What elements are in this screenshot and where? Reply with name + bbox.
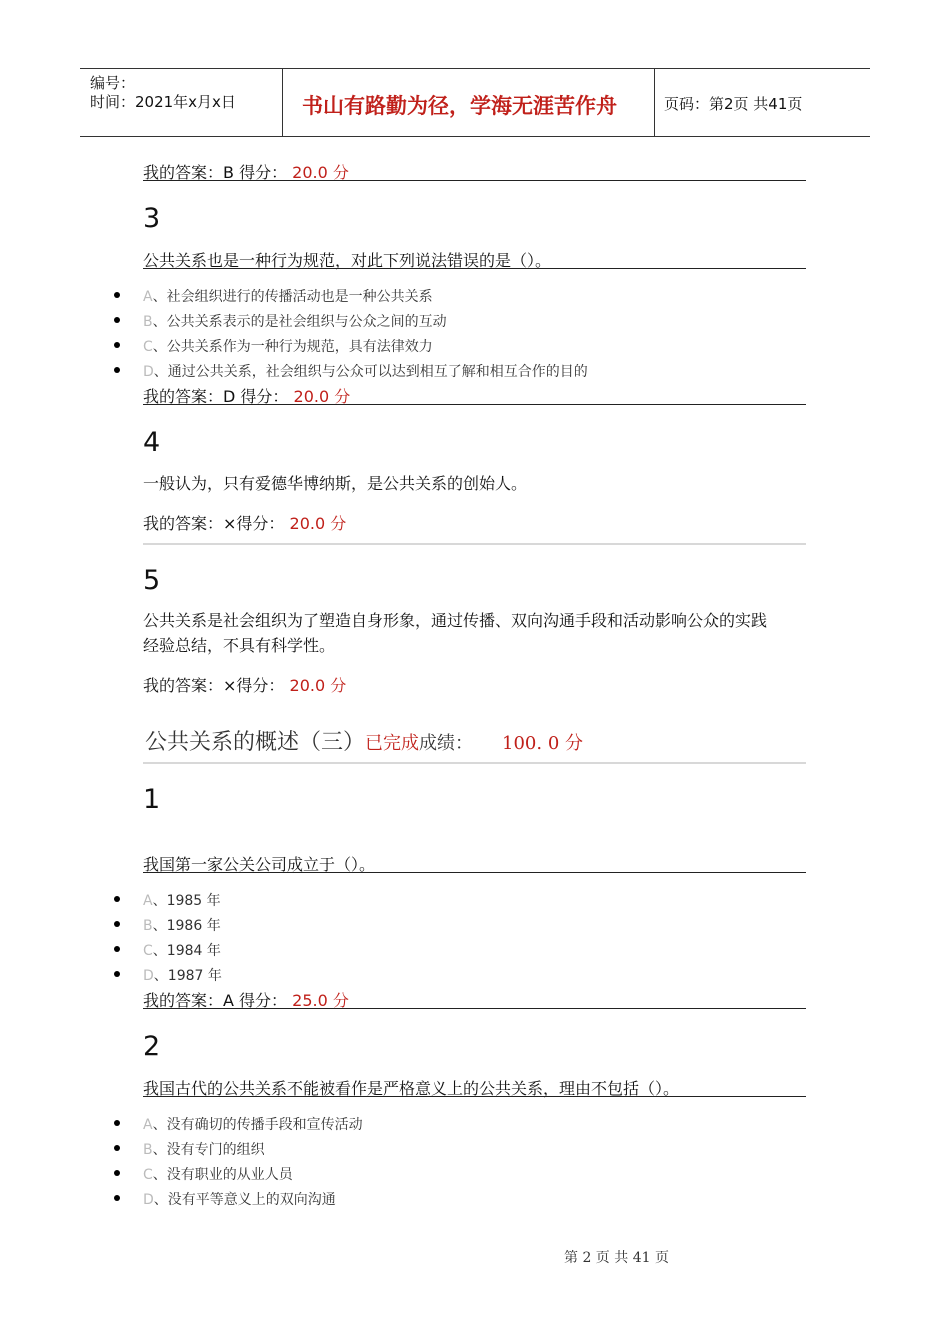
divider — [143, 543, 806, 545]
option-letter: D — [143, 364, 154, 380]
divider — [143, 872, 806, 873]
answer-line — [143, 673, 346, 696]
option-item — [143, 1139, 265, 1159]
answer-score: 20.0 分 — [292, 163, 349, 182]
option-text: 、1984 年 — [152, 943, 221, 959]
option-text: 、1987 年 — [153, 968, 222, 984]
option-item — [143, 1164, 293, 1184]
option-text: 、没有确切的传播手段和宣传活动 — [152, 1117, 363, 1133]
section-heading — [145, 725, 583, 756]
option-item — [143, 1114, 363, 1134]
option-text: 、1985 年 — [152, 893, 221, 909]
question-stem: 一般认为，只有爱德华博纳斯，是公共关系的创始人。 — [143, 474, 528, 493]
answer-label: 我的答案：B 得分： — [143, 163, 288, 182]
option-letter: B — [143, 314, 153, 330]
option-letter: C — [143, 1167, 153, 1183]
page-header — [80, 68, 870, 137]
question-number: 5 — [143, 565, 161, 596]
question-stem: 我国古代的公共关系不能被看作是严格意义上的公共关系，理由不包括（）。 — [143, 1079, 680, 1098]
option-item — [143, 311, 447, 331]
answer-score: 20.0 分 — [289, 514, 347, 533]
answer-label: 我的答案：×得分： — [143, 514, 285, 533]
bullet-icon — [114, 921, 120, 927]
header-motto-cell — [282, 69, 655, 136]
divider — [143, 1008, 806, 1009]
bullet-icon — [114, 896, 120, 902]
option-letter: A — [143, 1117, 153, 1133]
option-item — [143, 1189, 336, 1209]
answer-label: 我的答案：×得分： — [143, 676, 285, 695]
option-item — [143, 915, 221, 935]
question-stem: 公共关系也是一种行为规范，对此下列说法错误的是（）。 — [143, 251, 552, 270]
option-text: 、没有平等意义上的双向沟通 — [153, 1192, 336, 1208]
option-text: 、公共关系作为一种行为规范，具有法律效力 — [152, 339, 433, 355]
header-page-code: 页码：第2页 共41页 — [664, 95, 803, 113]
divider — [143, 404, 806, 405]
bullet-icon — [114, 292, 120, 298]
option-item — [143, 336, 433, 356]
section-grade-value: 100. 0 分 — [502, 733, 583, 754]
bullet-icon — [114, 367, 120, 373]
bullet-icon — [114, 1145, 120, 1151]
divider — [143, 180, 806, 181]
option-item — [143, 890, 221, 910]
question-number: 4 — [143, 427, 161, 458]
option-item — [143, 361, 588, 381]
answer-label: 我的答案：D 得分： — [143, 387, 289, 406]
question-stem: 我国第一家公关公司成立于（）。 — [143, 855, 376, 874]
bullet-icon — [114, 1170, 120, 1176]
option-text: 、公共关系表示的是社会组织与公众之间的互动 — [152, 314, 447, 330]
question-stem-line: 公共关系是社会组织为了塑造自身形象，通过传播、双向沟通手段和活动影响公众的实践 — [143, 611, 768, 630]
question-stem-line: 经验总结，不具有科学性。 — [143, 636, 336, 655]
option-text: 、社会组织进行的传播活动也是一种公共关系 — [152, 289, 433, 305]
bullet-icon — [114, 317, 120, 323]
answer-score: 20.0 分 — [293, 387, 351, 406]
question-number: 3 — [143, 203, 161, 234]
option-letter: A — [143, 893, 153, 909]
answer-score: 20.0 分 — [289, 676, 347, 695]
option-text: 、没有专门的组织 — [152, 1142, 265, 1158]
page-footer: 第 2 页 共 41 页 — [564, 1250, 669, 1266]
bullet-icon — [114, 1195, 120, 1201]
header-meta-cell — [80, 69, 283, 136]
header-time-label: 时间：2021年x月x日 — [90, 93, 236, 111]
question-number: 1 — [143, 784, 161, 815]
bullet-icon — [114, 1120, 120, 1126]
option-text: 、1986 年 — [152, 918, 221, 934]
option-item — [143, 286, 433, 306]
option-letter: C — [143, 943, 153, 959]
bullet-icon — [114, 946, 120, 952]
bullet-icon — [114, 971, 120, 977]
option-letter: C — [143, 339, 153, 355]
option-letter: D — [143, 968, 154, 984]
divider — [143, 1096, 806, 1097]
header-page-cell — [654, 69, 870, 136]
option-letter: A — [143, 289, 153, 305]
option-letter: B — [143, 918, 153, 934]
section-grade-label: 成绩： — [419, 733, 474, 754]
header-motto: 书山有路勤为径，学海无涯苦作舟 — [302, 93, 617, 118]
bullet-icon — [114, 342, 120, 348]
option-letter: B — [143, 1142, 153, 1158]
option-text: 、没有职业的从业人员 — [152, 1167, 293, 1183]
divider — [143, 762, 806, 764]
section-title: 公共关系的概述（三） — [145, 730, 366, 755]
section-status: 已完成 — [365, 733, 420, 754]
divider — [143, 268, 806, 269]
option-item — [143, 940, 221, 960]
question-number: 2 — [143, 1031, 161, 1062]
answer-label: 我的答案：A 得分： — [143, 991, 288, 1010]
answer-line — [143, 511, 346, 534]
option-text: 、通过公共关系，社会组织与公众可以达到相互了解和相互合作的目的 — [153, 364, 588, 380]
option-letter: D — [143, 1192, 154, 1208]
header-number-label: 编号： — [90, 74, 136, 92]
option-item — [143, 965, 222, 985]
answer-score: 25.0 分 — [292, 991, 349, 1010]
